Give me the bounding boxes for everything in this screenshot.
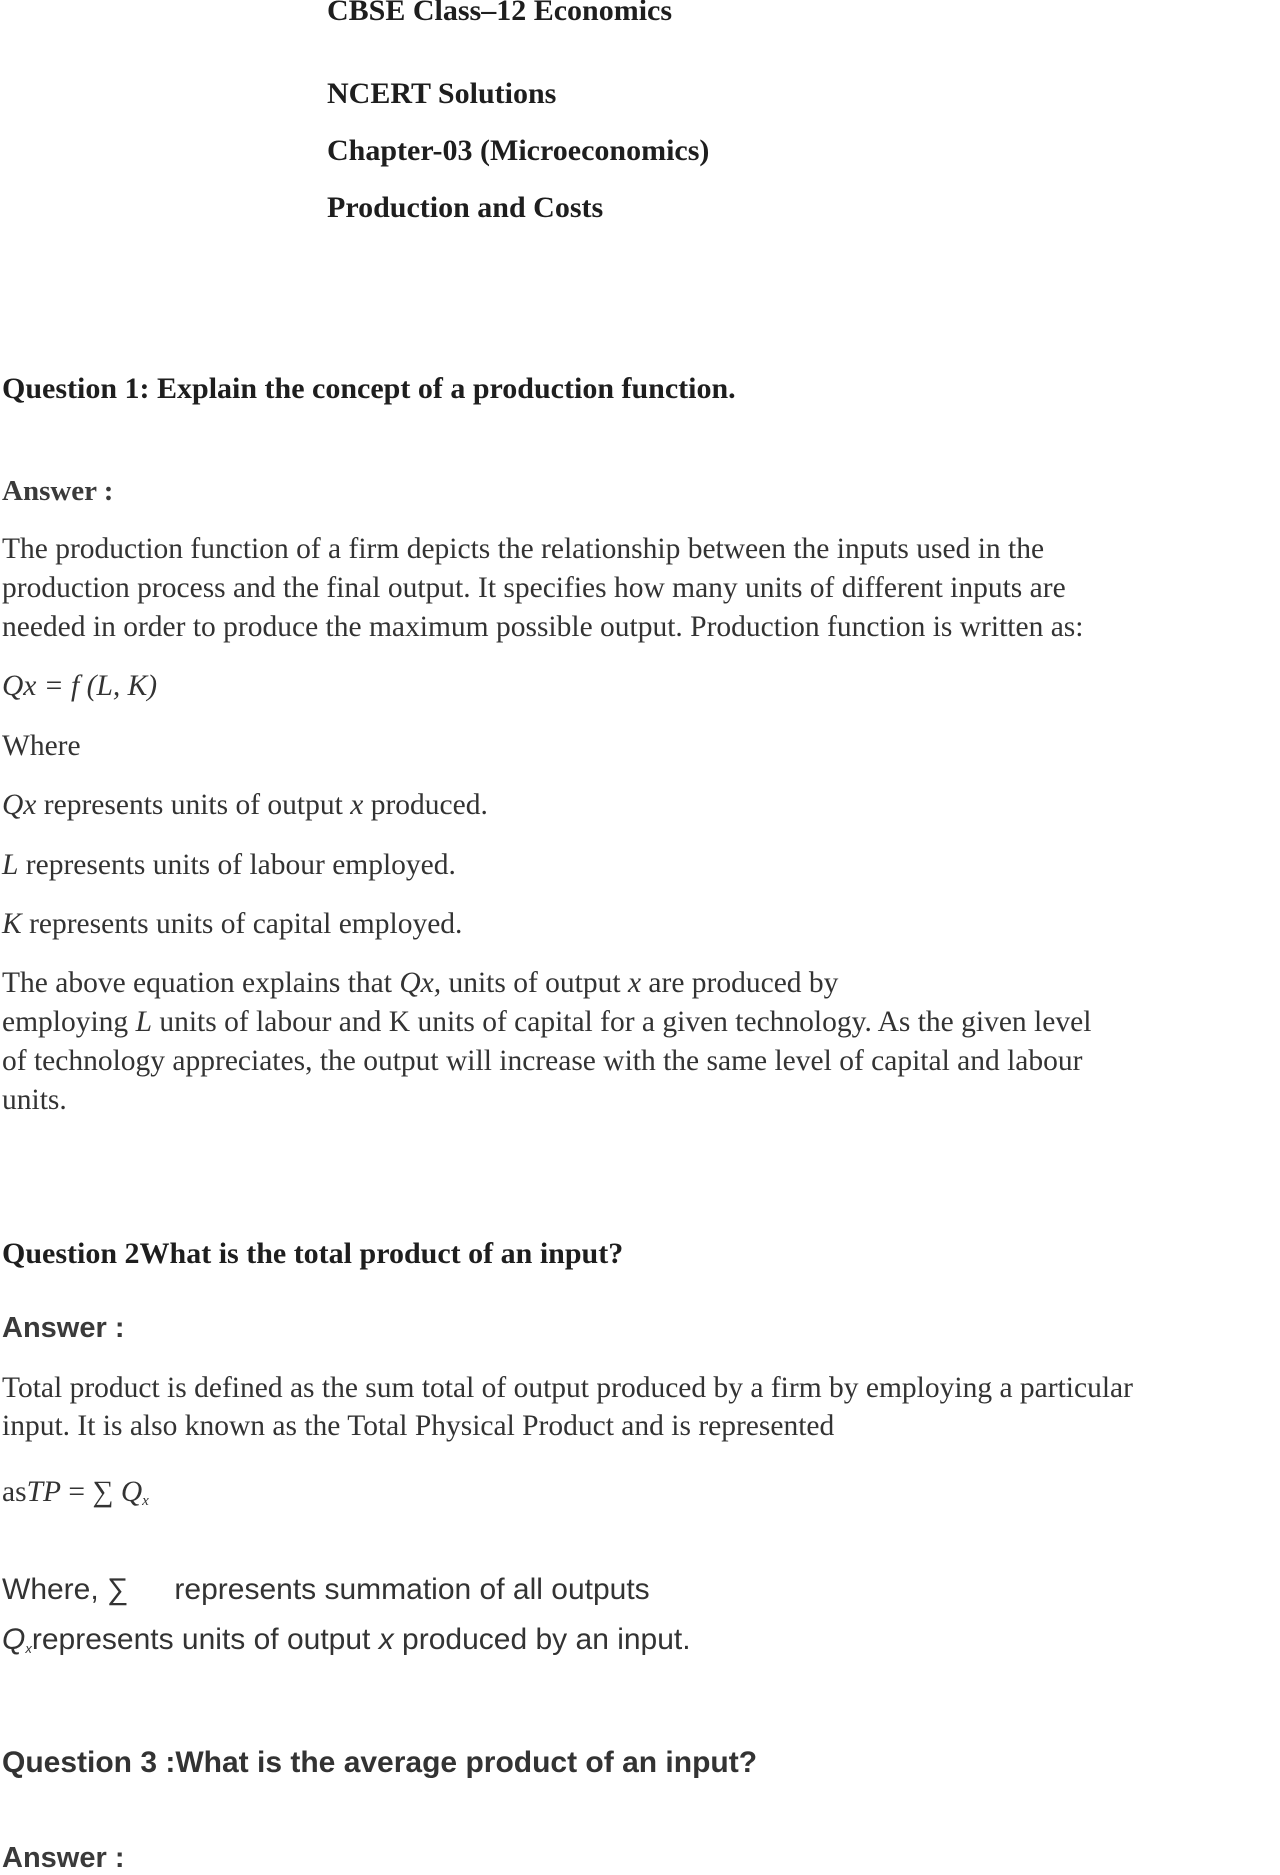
qx-text-end: produced. xyxy=(363,789,488,821)
formula-equals-sum: = ∑ xyxy=(61,1476,114,1508)
formula-prefix: as xyxy=(2,1476,27,1508)
q1-para-line: The production function of a firm depicts the relationship between the inputs used in the xyxy=(2,533,1045,565)
qx-text-end: produced by an input. xyxy=(393,1623,691,1656)
q1-explanation-line: of technology appreciates, the output will increase with the same level of capital and labour xyxy=(2,1045,1083,1077)
l-text: represents units of labour employed. xyxy=(18,849,456,881)
formula-text: Qx = f (L, K) xyxy=(2,670,158,702)
x-symbol: x xyxy=(627,967,642,999)
q1-explanation-line xyxy=(2,1006,1091,1039)
expl-text: are produced by xyxy=(641,967,839,999)
qx-text: represents units of output xyxy=(31,1623,379,1656)
answer-2-label: Answer : xyxy=(2,1312,125,1344)
question-1: Question 1: Explain the concept of a production function. xyxy=(2,372,736,405)
q-symbol: Q xyxy=(120,1476,143,1508)
k-symbol: K xyxy=(2,908,22,940)
total-product-formula xyxy=(2,1476,149,1510)
expl-text: units of output xyxy=(441,967,628,999)
expl-text: units of labour and K units of capital for a given technology. As the given level xyxy=(151,1006,1092,1038)
q-symbol: Q xyxy=(2,1623,26,1656)
topic-title: Production and Costs xyxy=(327,191,604,224)
solutions-title: NCERT Solutions xyxy=(327,77,557,110)
answer-1-label: Answer : xyxy=(2,475,114,507)
question-3: Question 3 :What is the average product of an input? xyxy=(2,1746,758,1779)
l-symbol: L xyxy=(135,1006,152,1038)
tp-symbol: TP xyxy=(26,1476,62,1508)
q1-para-line: production process and the final output. It specifies how many units of different inputs are xyxy=(2,572,1066,604)
q2-para-line: Total product is defined as the sum total of output produced by a firm by employing a particular xyxy=(2,1372,1133,1404)
q1-para-line: needed in order to produce the maximum possible output. Production function is written as: xyxy=(2,611,1084,643)
qx-definition xyxy=(2,789,488,822)
k-definition xyxy=(2,908,462,941)
expl-text: employing xyxy=(2,1006,136,1038)
x-symbol: x xyxy=(350,789,364,821)
expl-text: The above equation explains that xyxy=(2,967,400,999)
chapter-title: Chapter-03 (Microeconomics) xyxy=(327,134,710,167)
q-subscript: x xyxy=(25,1641,32,1656)
answer-3-label: Answer : xyxy=(2,1842,125,1874)
l-symbol: L xyxy=(2,849,19,881)
production-formula xyxy=(2,670,157,703)
q1-explanation-line: units. xyxy=(2,1084,67,1116)
q1-explanation-line xyxy=(2,967,838,1000)
q-subscript: x xyxy=(142,1493,149,1509)
x-symbol: x xyxy=(378,1623,394,1656)
l-definition xyxy=(2,849,456,882)
qx-definition-2 xyxy=(2,1623,691,1657)
k-text: represents units of capital employed. xyxy=(21,908,463,940)
qx-symbol: Qx xyxy=(2,789,37,821)
sum-text: represents summation of all outputs xyxy=(174,1573,650,1606)
class-title: CBSE Class–12 Economics xyxy=(327,0,673,27)
qx-symbol: Qx, xyxy=(399,967,442,999)
q2-para-line: input. It is also known as the Total Physical Product and is represented xyxy=(2,1410,835,1442)
question-2: Question 2What is the total product of an input? xyxy=(2,1237,624,1270)
where-sum: Where, ∑ xyxy=(2,1573,129,1606)
qx-text: represents units of output xyxy=(36,789,351,821)
where-label: Where xyxy=(2,730,81,762)
sum-definition xyxy=(2,1573,650,1607)
